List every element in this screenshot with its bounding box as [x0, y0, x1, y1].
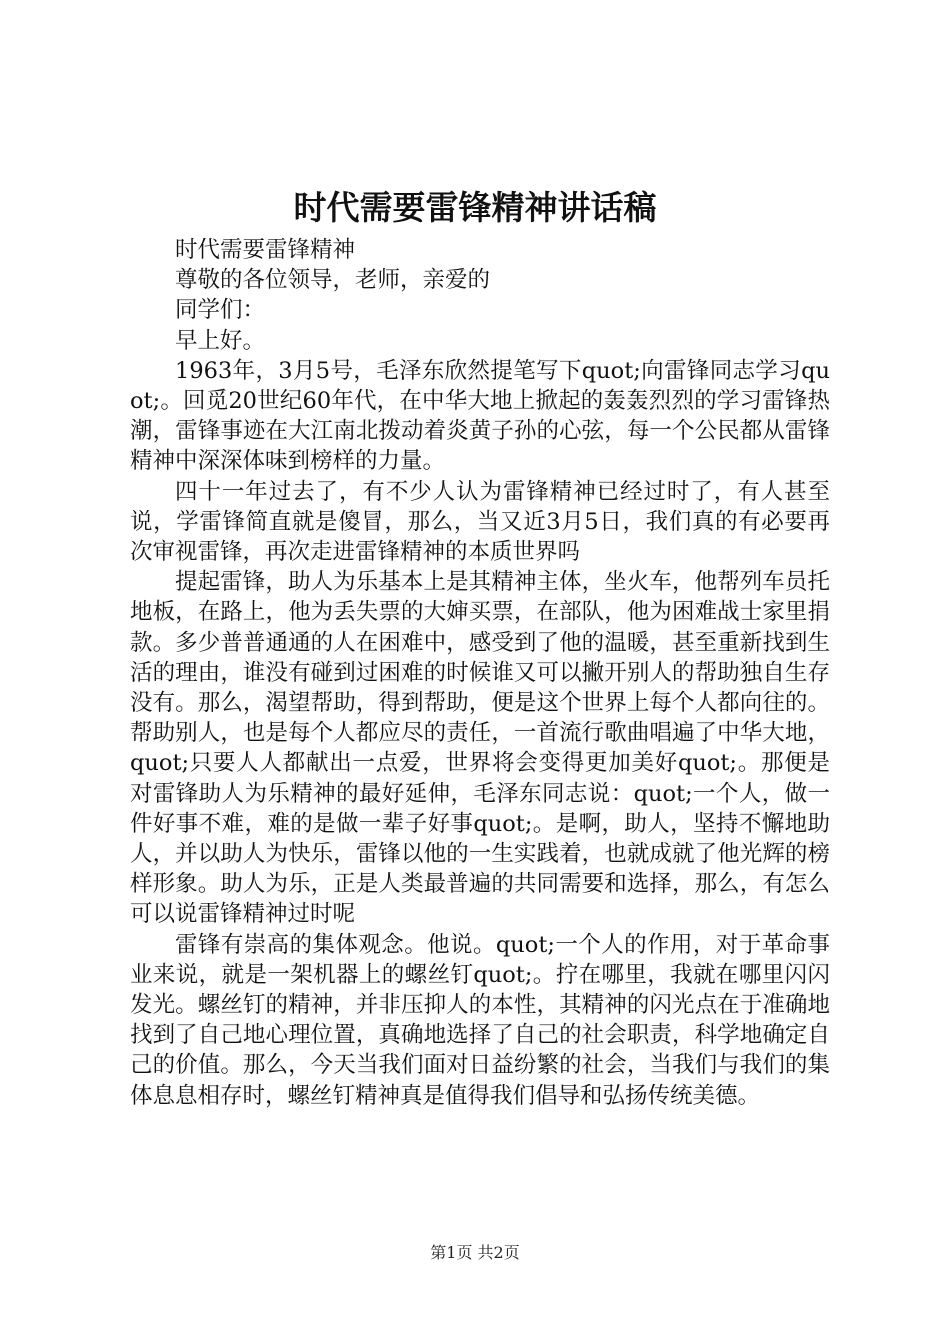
paragraph-question: 四十一年过去了，有不少人认为雷锋精神已经过时了，有人甚至说，学雷锋简直就是傻冒，那么，当又近3月5日，我们真的有必要再次审视雷锋，再次走进雷锋精神的本质世界吗 [130, 478, 830, 566]
paragraph-collective-spirit: 雷锋有崇高的集体观念。他说。quot;一个人的作用，对于革命事业来说，就是一架机器上的螺丝钉quot;。拧在哪里，我就在哪里闪闪发光。螺丝钉的精神，并非压抑人的本性，其精神的闪光点在于准确地找到了自己地心理位置，真确地选择了自己的社会职责，科学地确定自己的价值。那么，今天当我们面对日益纷繁的社会，当我们与我们的集体息息相存时，螺丝钉精神真是值得我们倡导和弘扬传统美德。 [130, 931, 830, 1109]
document-body [130, 235, 830, 1111]
paragraph-salutation-continued: 同学们： [175, 297, 266, 324]
paragraph-helping-others: 提起雷锋，助人为乐基本上是其精神主体，坐火车，他帮列车员托地板，在路上，他为丢失票的大婶买票，在部队，他为困难战士家里捐款。多少普普通通的人在困难中，感受到了他的温暖，甚至重新找到生活的理由，谁没有碰到过困难的时候谁又可以撇开别人的帮助独自生存没有。那么，渴望帮助，得到帮助，便是这个世界上每个人都向往的。帮助别人，也是每个人都应尽的责任，一首流行歌曲唱遍了中华大地，quot;只要人人都献出一点爱，世界将会变得更加美好quot;。那便是对雷锋助人为乐精神的最好延伸，毛泽东同志说：quot;一个人，做一件好事不难，难的是做一辈子好事quot;。是啊，助人，坚持不懈地助人，并以助人为快乐，雷锋以他的一生实践着，也就成就了他光辉的榜样形象。助人为乐，正是人类最普遍的共同需要和选择，那么，有怎么可以说雷锋精神过时呢 [130, 569, 830, 928]
document-title: 时代需要雷锋精神讲话稿 [293, 188, 657, 227]
page-number-footer: 第1页 共2页 [430, 1243, 520, 1262]
paragraph-subtitle: 时代需要雷锋精神 [175, 237, 356, 263]
paragraph-salutation: 尊敬的各位领导，老师，亲爱的 [175, 267, 491, 294]
paragraph-greeting: 早上好。 [175, 327, 266, 354]
paragraph-history: 1963年，3月5号，毛泽东欣然提笔写下quot;向雷锋同志学习quot;。回觅20世纪60年代，在中华大地上掀起的轰轰烈烈的学习雷锋热潮，雷锋事迹在大江南北拨动着炎黄子孙的心弦，每一个公民都从雷锋精神中深深体味到榜样的力量。 [130, 357, 830, 475]
